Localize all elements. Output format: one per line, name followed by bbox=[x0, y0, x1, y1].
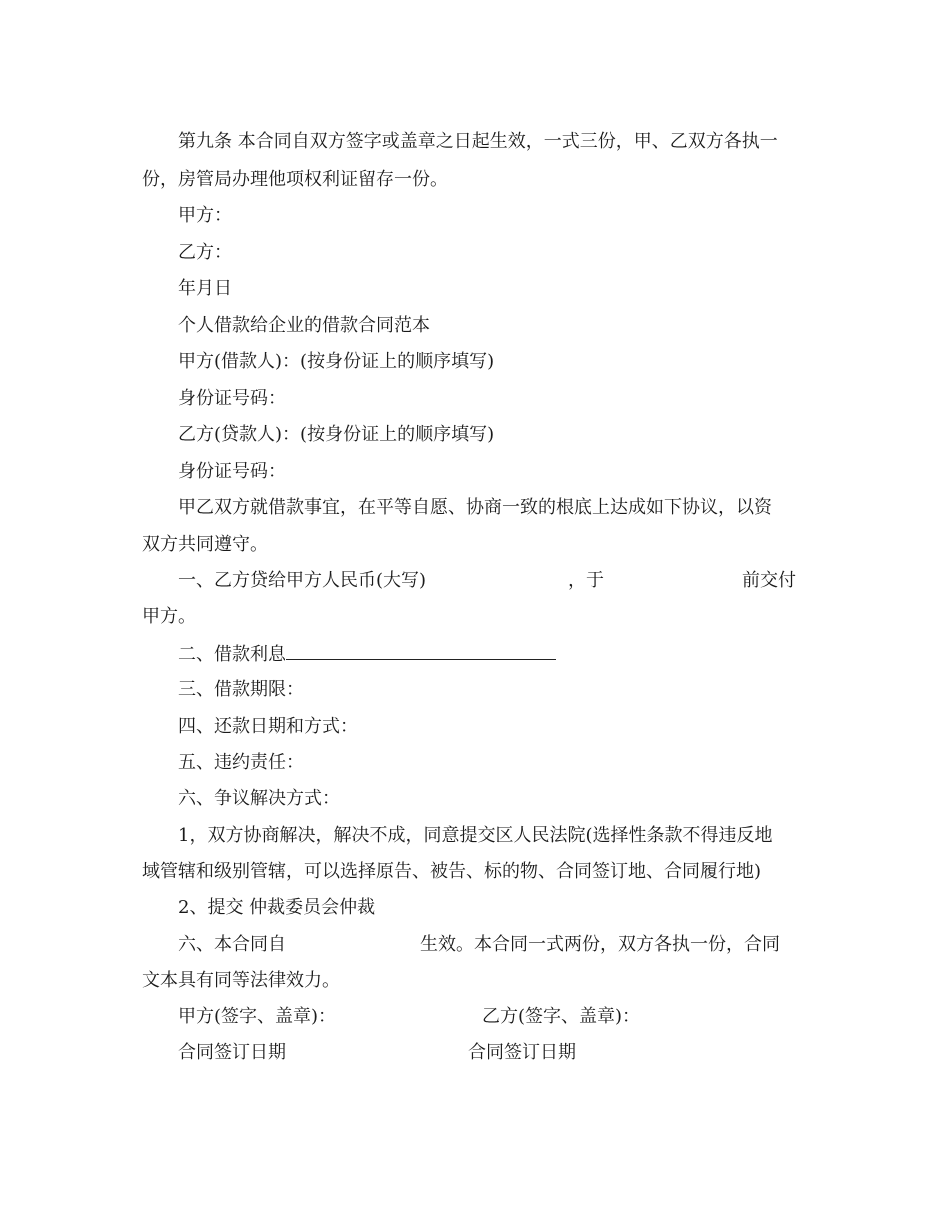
clause6-dispute: 六、争议解决方式： bbox=[178, 788, 340, 809]
clause2-label: 二、借款利息 bbox=[178, 644, 286, 665]
effective-part-b: 生效。本合同一式两份，双方各执一份，合同 bbox=[420, 934, 780, 955]
signature-date-a: 合同签订日期 bbox=[178, 1042, 286, 1063]
dispute1-line1: 1，双方协商解决，解决不成，同意提交区人民法院(选择性条款不得违反地 bbox=[178, 825, 773, 846]
template-title: 个人借款给企业的借款合同范本 bbox=[178, 315, 430, 336]
agreement-line2: 双方共同遵守。 bbox=[142, 534, 268, 555]
effective-part-a: 六、本合同自 bbox=[178, 934, 286, 955]
clause3-term: 三、借款期限： bbox=[178, 679, 304, 700]
clause1-part-c: 前交付 bbox=[742, 570, 796, 591]
party-b-label: 乙方： bbox=[178, 242, 232, 263]
signature-date-b: 合同签订日期 bbox=[468, 1042, 576, 1063]
dispute2-line: 2、提交 仲裁委员会仲裁 bbox=[178, 897, 376, 918]
clause1-part-b: ，于 bbox=[568, 570, 604, 591]
article9-line2: 份，房管局办理他项权利证留存一份。 bbox=[142, 169, 448, 190]
clause2-interest bbox=[178, 643, 556, 666]
date-line: 年月日 bbox=[178, 278, 232, 299]
article9-line1: 第九条 本合同自双方签字或盖章之日起生效，一式三份，甲、乙双方各执一 bbox=[178, 131, 778, 152]
signature-party-a: 甲方(签字、盖章)： bbox=[178, 1006, 337, 1027]
clause1-part-a: 一、乙方贷给甲方人民币(大写) bbox=[178, 570, 427, 591]
agreement-line1: 甲乙双方就借款事宜，在平等自愿、协商一致的根底上达成如下协议，以资 bbox=[178, 497, 772, 518]
effective-line2: 文本具有同等法律效力。 bbox=[142, 970, 340, 991]
clause1-line2: 甲方。 bbox=[142, 606, 196, 627]
lender-line: 乙方(贷款人)：(按身份证上的顺序填写) bbox=[178, 424, 495, 445]
clause5-liability: 五、违约责任： bbox=[178, 752, 304, 773]
interest-blank bbox=[286, 643, 556, 660]
id-number-a: 身份证号码： bbox=[178, 388, 286, 409]
clause4-repayment: 四、还款日期和方式： bbox=[178, 716, 358, 737]
id-number-b: 身份证号码： bbox=[178, 461, 286, 482]
borrower-line: 甲方(借款人)：(按身份证上的顺序填写) bbox=[178, 351, 495, 372]
party-a-label: 甲方： bbox=[178, 205, 232, 226]
dispute1-line2: 域管辖和级别管辖，可以选择原告、被告、标的物、合同签订地、合同履行地) bbox=[142, 861, 762, 882]
signature-party-b: 乙方(签字、盖章)： bbox=[482, 1006, 641, 1027]
